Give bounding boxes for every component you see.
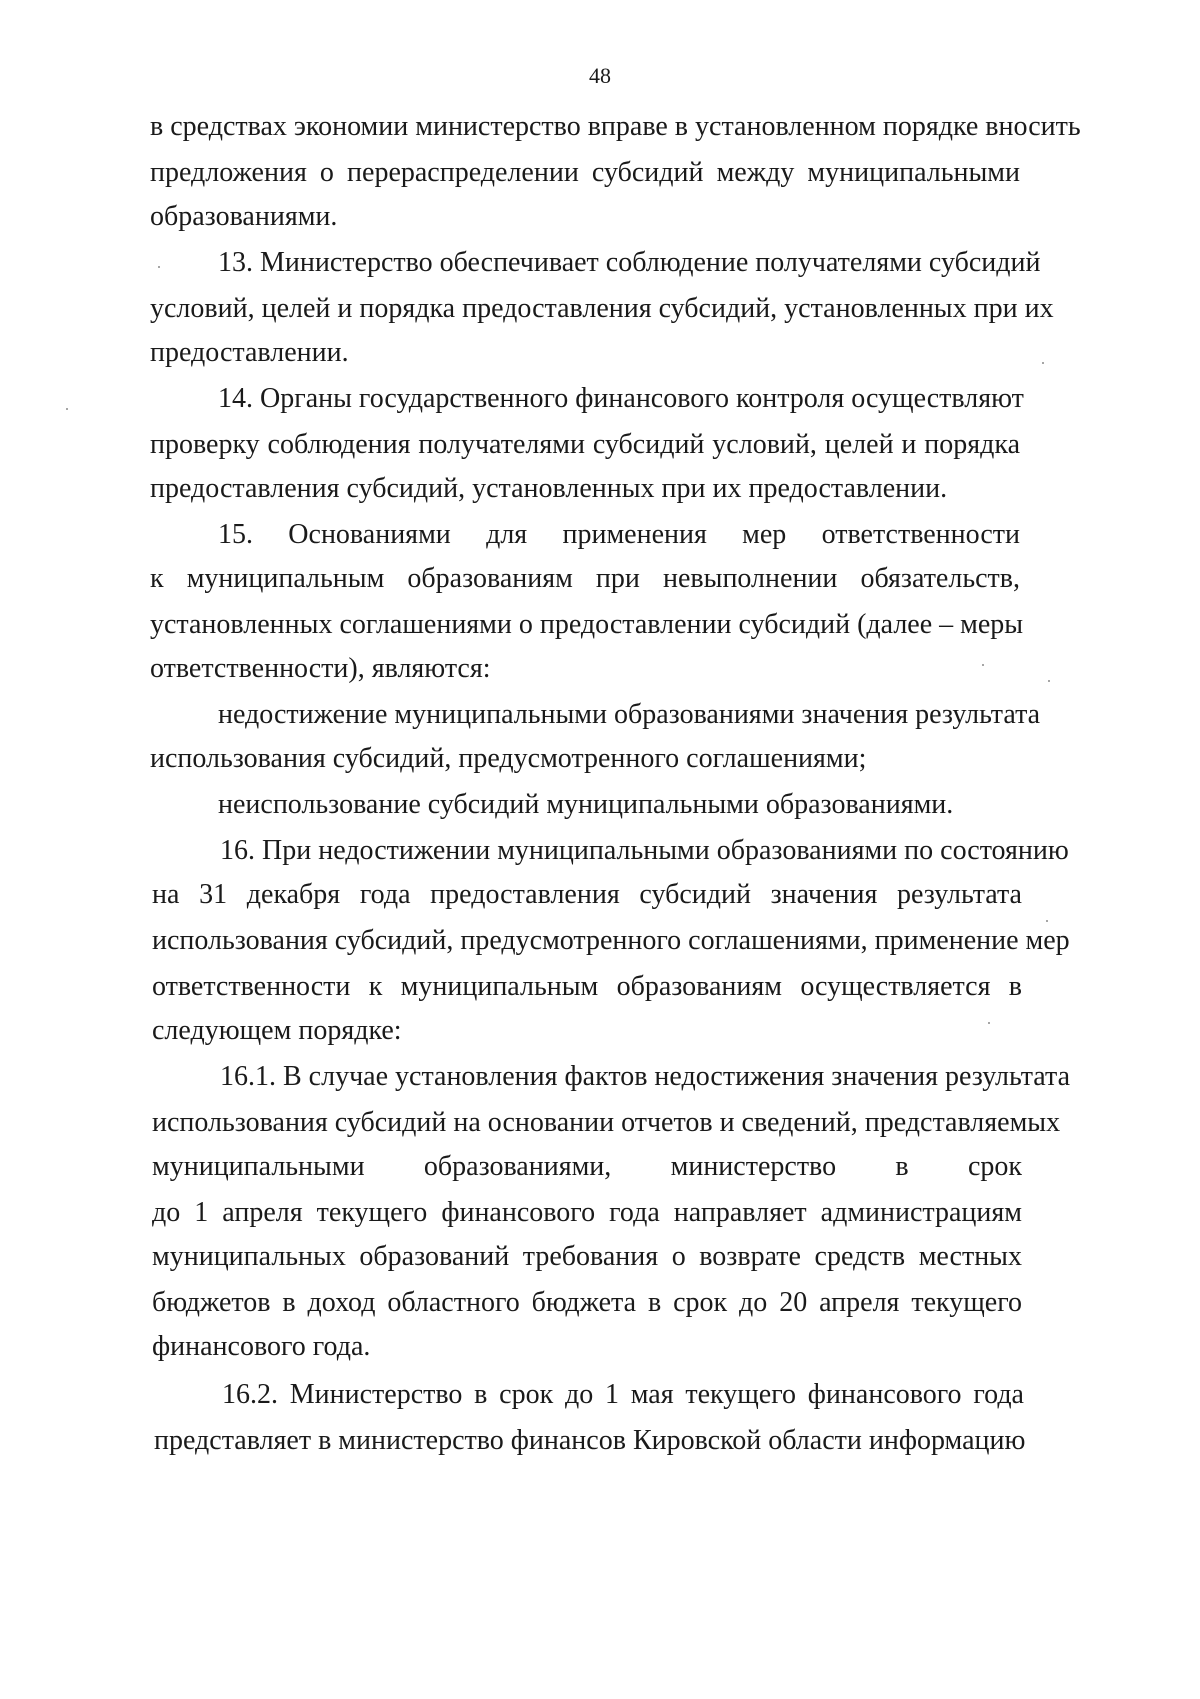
text-line: финансового года. — [152, 1331, 371, 1362]
text-line: недостижение муниципальными образованиями значения результата — [218, 699, 1041, 730]
text-line: 15. Основаниями для применения мер ответственности — [218, 519, 1020, 550]
scan-speck — [1046, 920, 1048, 922]
text-line: муниципальных образований требования о возврате средств местных — [152, 1241, 1022, 1272]
scan-speck — [988, 1022, 990, 1024]
text-line: представляет в министерство финансов Кировской области информацию — [154, 1425, 1026, 1456]
text-line: до 1 апреля текущего финансового года направляет администрациям — [152, 1197, 1022, 1228]
text-line: неиспользование субсидий муниципальными образованиями. — [218, 789, 954, 820]
text-line: 14. Органы государственного финансового контроля осуществляют — [218, 383, 1024, 414]
text-line: к муниципальным образованиям при невыполнении обязательств, — [150, 563, 1020, 594]
text-line: 16. При недостижении муниципальными образованиями по состоянию — [220, 835, 1069, 866]
scan-speck — [982, 664, 984, 666]
text-line: предоставлении. — [150, 337, 349, 368]
text-line: 16.1. В случае установления фактов недостижения значения результата — [220, 1061, 1070, 1092]
text-line: на 31 декабря года предоставления субсидий значения результата — [152, 879, 1022, 910]
text-line: предложения о перераспределении субсидий между муниципальными — [150, 157, 1020, 188]
text-line: проверку соблюдения получателями субсидий условий, целей и порядка — [150, 429, 1020, 460]
page-number: 48 — [589, 63, 611, 88]
text-line: муниципальными образованиями, министерство в срок — [152, 1151, 1022, 1182]
scan-speck — [158, 266, 160, 268]
scan-speck — [66, 408, 68, 410]
text-line: условий, целей и порядка предоставления субсидий, установленных при их — [150, 293, 1054, 324]
text-line: 13. Министерство обеспечивает соблюдение получателями субсидий — [218, 247, 1041, 278]
text-line: 16.2. Министерство в срок до 1 мая текущего финансового года — [222, 1379, 1024, 1410]
text-line: использования субсидий на основании отчетов и сведений, представляемых — [152, 1107, 1061, 1138]
scan-speck — [1042, 362, 1044, 364]
scan-speck — [1048, 680, 1050, 682]
text-line: использования субсидий, предусмотренного соглашениями; — [150, 743, 867, 774]
text-line: в средствах экономии министерство вправе в установленном порядке вносить — [150, 111, 1081, 142]
text-line: использования субсидий, предусмотренного соглашениями, применение мер — [152, 925, 1070, 956]
text-line: установленных соглашениями о предоставлении субсидий (далее – меры — [150, 609, 1024, 640]
text-line: ответственности к муниципальным образованиям осуществляется в — [152, 971, 1022, 1002]
text-line: предоставления субсидий, установленных при их предоставлении. — [150, 473, 948, 504]
text-line: ответственности), являются: — [150, 653, 491, 684]
text-line: образованиями. — [150, 201, 338, 232]
text-line: следующем порядке: — [152, 1015, 402, 1046]
text-line: бюджетов в доход областного бюджета в срок до 20 апреля текущего — [152, 1287, 1022, 1318]
